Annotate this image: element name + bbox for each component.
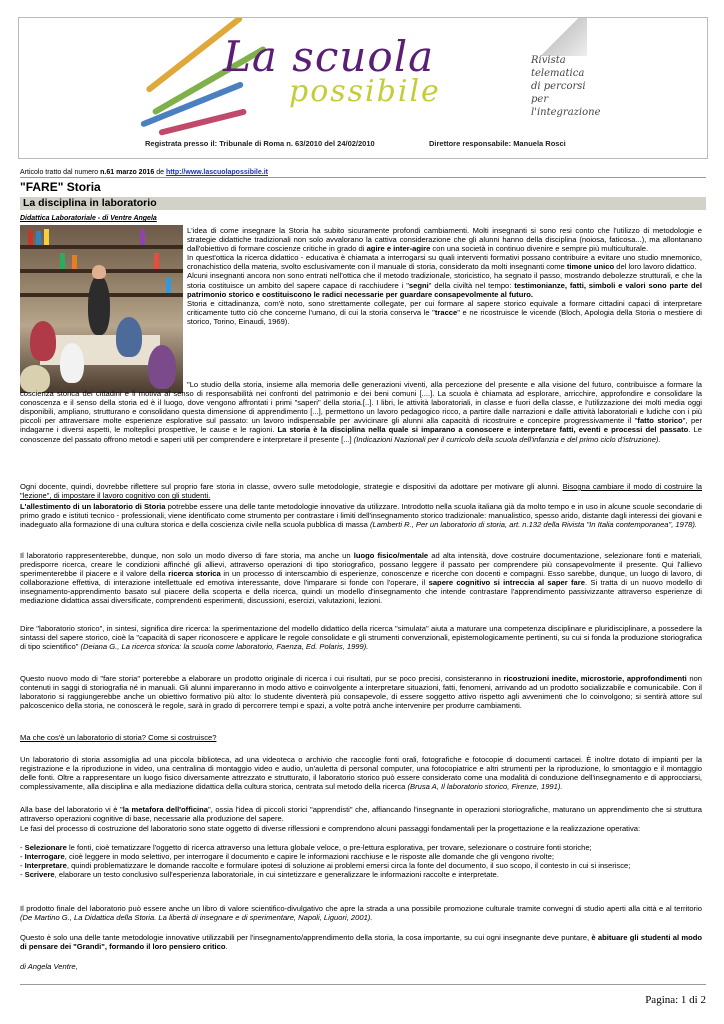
citation-paragraph: "Lo studio della storia, insieme alla memoria delle generazioni viventi, alla percezione del presente e alla visione del futuro, contribuisce a formare la coscienza storica dei cittadini e li motiva al senso di responsabilità nei confronti del patrimonio e dei beni comuni [....]. La scuola è chiamata ad esplorare, arricchire, approfondire e consolidare la conoscenza e il senso della storia ed è il luogo, dove vengono affrontati i primi "saperi" della storia.[..]. I libri, le attività laboratoriali, in classe e fuori della classe, e l'utilizzazione dei molti media oggi disponibili, ampliano, strutturano e consolidano questa dimensione di apprendimento [...], permettono un lavoro pedagogico ricco, a partire dalle narrazioni e dalle attività laboratoriali e ludiche con i più piccoli per attraversare molte esperienze esplorative sul passato: un lavoro indispensabile per avvicinare gli alunni alla capacità di ricostruire e concepire progressivamente il "fatto storico", per indagarne i diversi aspetti, le molteplici prospettive, le cause e le ragioni. La storia è la disciplina nella quale si imparano a conoscere e interpretare fatti, eventi e processi del passato. Le conoscenze del passato offrono metodi e saperi utili per comprendere e interpretare il presente [...] (Indicazioni Nazionali per il curricolo della scuola dell'infanzia e del primo ciclo d'istruzione). <box>20 380 702 444</box>
tagline-line: telematica <box>531 68 585 79</box>
section-tag: Didattica Laboratoriale - di Ventre Angela <box>20 215 157 222</box>
list-item: - Scrivere, elaborare un testo conclusivo sull'esperienza laboratoriale, in cui sintetizzare e generalizzare le informazioni raccolte e interpretate. <box>20 870 499 880</box>
paragraph: Le fasi del processo di costruzione del laboratorio sono state oggetto di diverse riflessioni e comprendono alcuni passaggi fondamentali per la progettazione e la realizzazione operativa: <box>20 824 641 833</box>
paragraph: L'allestimento di un laboratorio di Storia potrebbe essere una delle tante metodologie innovative da utilizzare. Introdotto nella scuola italiana già da molto tempo e in uso in alcune scuole secondarie di primo grado e istituti tecnico - professionali, viene identificato come strumento per contrastare i limiti dell'insegnamento storico tradizionale: manualistico, spesso arido, distante dagli interessi dei giovani e inadeguato alla formazione di una cultura storica e della coscienza civile nella scuola pubblica di massa (Lamberti R., Per un laboratorio di storia, art. n.132 della Rivista "In Italia contemporanea", 1978). <box>20 502 702 530</box>
paragraph: Alla base del laboratorio vi è "la metafora dell'officina", ossia l'idea di piccoli storici "apprendisti" che, affiancando l'insegnante in operazioni storiografiche, maturano un apprendimento che si struttura attraverso operazioni cognitive di base, necessarie alla produzione del sapere. <box>20 805 703 824</box>
list-item: - Selezionare le fonti, cioè tematizzare l'oggetto di ricerca attraverso una lettura globale veloce, o pre-lettura esplorativa, per trovare, selezionare o costruire fonti storiche; <box>20 843 592 852</box>
logo-title: La scuola <box>223 32 435 81</box>
logo-subtitle: possibile <box>289 74 441 109</box>
director-info: Direttore responsabile: Manuela Rosci <box>429 139 566 148</box>
article-title: "FARE" Storia <box>20 180 101 194</box>
issue-number: n.61 marzo 2016 <box>100 169 155 176</box>
paragraph: Dire "laboratorio storico", in sintesi, significa dire ricerca: la sperimentazione del modello didattico della ricerca "simulata" aiuta a maturare una competenza disciplinare e pluridisciplinare, a possedere la sintassi del sapere storico, cioè la "capacità di saper riconoscere e applicare le regole consolidate e gli strumenti convenzionali, epistemologicamente pertinenti, su cui si fonda la produzione storiografica di tipo scientifico" (Deiana G., La ricerca storica: la scuola come laboratorio, Faenza, Ed. Polaris, 1999). <box>20 624 702 652</box>
page-number: Pagina: 1 di 2 <box>645 994 706 1006</box>
paragraph: In quest'ottica la ricerca didattico - educativa è chiamata a interrogarsi su quali interventi formativi possano contribuire a evitare uno studio mnemonico, cronachistico della materia, svolto esclusivamente con il manuale di storia, considerato da molti insegnanti come timone unico del loro lavoro didattico. <box>187 253 702 272</box>
paragraph: Il laboratorio rappresenterebbe, dunque, non solo un modo diverso di fare storia, ma anche un luogo fisico/mentale ad alta intensità, dove costruire documentazione, selezionare fonti e materiali, predisporre ricerca, creare le condizioni affinché gli allievi, attraverso operazioni di tipo storiografico, possano leggere il passato per comprendere più consapevolmente il presente. Qui l'allievo sperimenterebbe il piacere e il valore della ricerca storica in un processo di interscambio di esperienze, conoscenze e ricerche con docenti e compagni. Esso sarebbe, dunque, un luogo di lavoro, di collaborazione effettiva, di interazione intellettuale ed emotiva interessante, dove l'imparare si fonde con l'operare, il sapere cognitivo si intreccia al saper fare. Si tratta di un nuovo modello di insegnamento-apprendimento basato sul piacere della scoperta e della ricerca, quindi un modello d'insegnamento che intende contrastare l'apprendimento passivizzante attraverso esperienze di mediazione didattica assai diversificate, comprendenti esperimenti, discussioni, esercizi, valutazioni, lezioni. <box>20 551 702 606</box>
banner-artwork <box>139 18 601 158</box>
divider <box>20 984 706 985</box>
source-middle: de <box>154 169 166 176</box>
tagline-line: per l'integrazione <box>531 94 601 118</box>
article-subtitle: La disciplina in laboratorio <box>20 197 706 210</box>
paragraph: Ogni docente, quindi, dovrebbe riflettere sul proprio fare storia in classe, ovvero sulle metodologie, strategie e dispositivi da adottare per motivare gli alunni. Bisogna cambiare il modo di costruire la "lezione", di impostare il lavoro cognitivo con gli studenti. <box>20 482 702 501</box>
paragraph: Un laboratorio di storia assomiglia ad una piccola biblioteca, ad una videoteca o archivio che raccoglie fonti orali, fotografiche e fotocopie di documenti cartacei. È inoltre dotato di impianti per la registrazione e la riproduzione in video, una centralina di montaggio video e audio, un'auletta di personal computer, una fotocopiatrice e altri strumenti per la riproduzione, lo smontaggio e il montaggio delle fonti. Oltre a rappresentare un luogo fisico diversamente attrezzato e strutturato, il laboratorio storico può essere considerato come una modalità di conduzione dell'insegnamento e di approcciarsi, complessivamente, alla disciplina e alla mediazione didattica della cultura storica, centrata sul metodo della ricerca (Brusa A, Il laboratorio storico, Firenze, 1991). <box>20 755 702 792</box>
divider <box>20 177 706 178</box>
source-prefix: Articolo tratto dal numero <box>20 169 101 176</box>
phase-list <box>20 843 702 879</box>
source-link[interactable]: http://www.lascuolapossibile.it <box>165 169 268 176</box>
paragraph: L'idea di come insegnare la Storia ha subito sicuramente profondi cambiamenti. Molti insegnanti si sono resi conto che l'utilizzo di metodologie e strategie didattiche tradizionali non solo avvalorano la cattiva considerazione che gli alunni hanno della disciplina (noiosa, faticosa...), ma allontanano dall'obiettivo di formare coscienze critiche in grado di agire e inter-agire con una società in continuo divenire e sempre più multiculturale. <box>187 226 702 254</box>
tagline-line: di percorsi <box>531 81 586 92</box>
classroom-photo <box>20 225 183 393</box>
source-line <box>20 169 268 176</box>
paragraph: Il prodotto finale del laboratorio può essere anche un libro di valore scientifico-divulgativo che apre la strada a una possibile promozione culturale tramite convegni di studio aperti alla città e al territorio (De Martino G., La Didattica della Storia. La libertà di insegnare e di sperimentare, Napoli, Liguori, 2001). <box>20 904 702 923</box>
paragraph: Questo nuovo modo di "fare storia" porterebbe a elaborare un prodotto originale di ricerca i cui risultati, pur se poco precisi, consisteranno in ricostruzioni inedite, microstorie, approfondimenti non contenuti in saggi di storiografia né in manuali. Gli alunni impareranno in modo attivo e coinvolgente a interpretare situazioni, fatti, fenomeni, arrivando ad un prodotto socializzabile e comunicabile. Con il laboratorio si raggiungerebbe anche un obiettivo formativo più alto: lo studente diventerà più consapevole, di essere soggetto attivo rispetto agli avvenimenti che lo coinvolgono; si sentirà attore sul palcoscenico della storia, ne conoscerà le regole, sarà in grado di percorrere tempi e spazi, a volte potrà anche intervenire per produrre cambiamenti. <box>20 674 702 711</box>
magazine-banner <box>18 17 708 159</box>
paragraph: Questo è solo una delle tante metodologie innovative utilizzabili per l'insegnamento/apprendimento della storia, la cosa importante, su cui ogni insegnante deve puntare, è abituare gli studenti al modo di pensare dei "Grandi", formando il loro pensiero critico. <box>20 933 703 952</box>
registration-info: Registrata presso il: Tribunale di Roma n. 63/2010 del 24/02/2010 <box>145 139 375 148</box>
magazine-tagline <box>531 54 601 119</box>
paragraph: Alcuni insegnanti ancora non sono entrati nell'ottica che il metodo tradizionale, storicistico, ha segnato il passo, mostrando debolezze strutturali, e che la storia costituisce un ambito del sapere capace di racchiudere i "segni" della civiltà nel tempo: testimonianze, fatti, simboli e valori sono parte del patrimonio storico e costituiscono le radici necessarie per guardare consapevolmente al futuro. <box>187 271 702 299</box>
intro-text-block <box>187 226 702 326</box>
list-item: - Interpretare, quindi problematizzare le domande raccolte e formulare ipotesi di soluzione ai problemi emersi circa la fonte del documento, il suo scopo, il contesto in cui si inserisce; <box>20 861 631 871</box>
author-signature: di Angela Ventre, <box>20 962 78 971</box>
list-item: - Interrogare, cioè leggere in modo selettivo, per interrogare il documento e capire le informazioni racchiuse e le risposte alle domande che gli vengono rivolte; <box>20 852 554 862</box>
tagline-line: Rivista <box>531 55 566 66</box>
paragraph: Storia e cittadinanza, com'è noto, sono strettamente collegate, per cui formare al sapere storico equivale a formare cittadini capaci di interpretare criticamente tutto ciò che concerne l'umano, di cui la storia conserva le "tracce" e ne ricostruisce le vicende (Bloch, Apologia della Storia o mestiere di storico, Torino, Einaudi, 1969). <box>187 298 702 326</box>
page-curl-decoration <box>531 18 587 56</box>
section-question: Ma che cos'è un laboratorio di storia? Come si costruisce? <box>20 733 217 742</box>
